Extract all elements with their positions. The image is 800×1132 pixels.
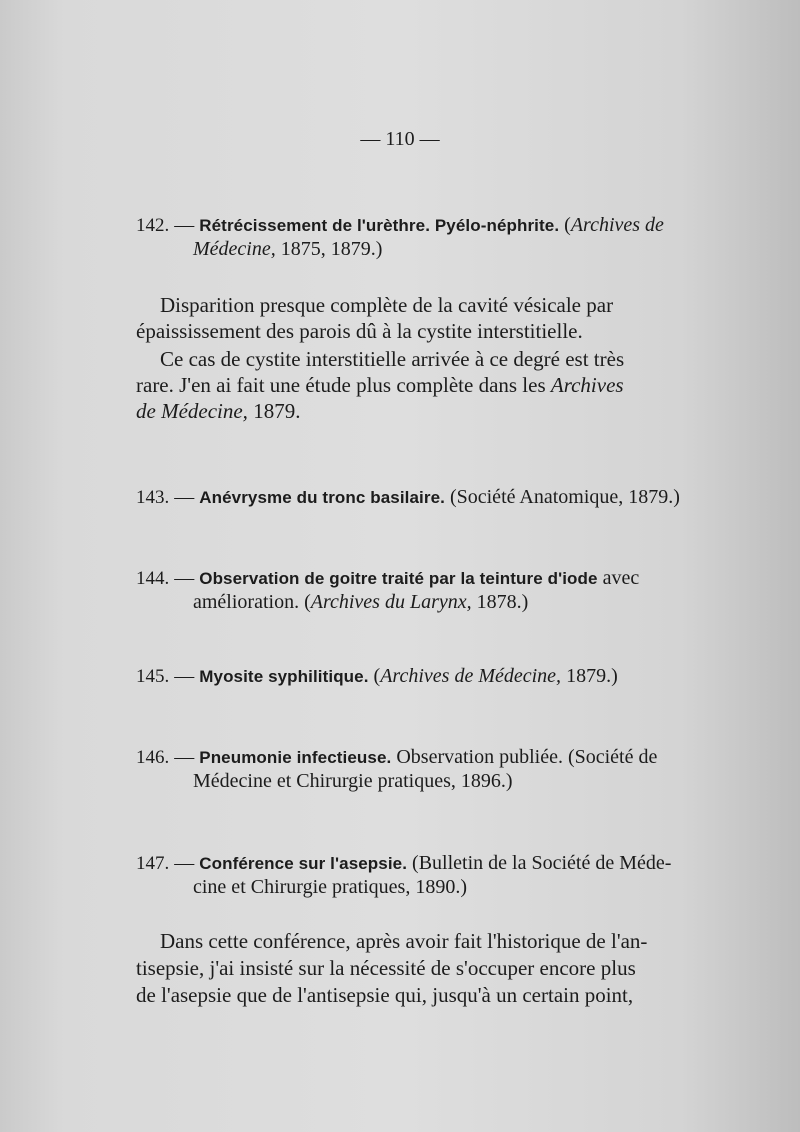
entry-147-line1: 147. — Conférence sur l'asepsie. (Bulletin de la Société de Méde- [136, 852, 672, 874]
entry-number: 147. [136, 853, 170, 874]
entry-title: Pneumonie infectieuse. [199, 748, 392, 767]
entry-142-line1: 142. — Rétrécissement de l'urèthre. Pyélo-néphrite. (Archives de [136, 214, 664, 236]
entry-number: 145. [136, 666, 170, 687]
entry-146-line2: Médecine et Chirurgie pratiques, 1896.) [193, 770, 513, 792]
entry-number: 142. [136, 215, 170, 236]
paragraph-line: Disparition presque complète de la cavité vésicale par [160, 293, 614, 317]
paragraph-line: de l'asepsie que de l'antisepsie qui, jusqu'à un certain point, [136, 983, 634, 1007]
paragraph-line: Ce cas de cystite interstitielle arrivée à ce degré est très [160, 347, 625, 371]
paragraph-line: rare. J'en ai fait une étude plus complète dans les Archives [136, 373, 624, 397]
entry-title: Anévrysme du tronc basilaire. [199, 488, 445, 507]
paragraph-line: de Médecine, 1879. [136, 399, 301, 423]
entry-142-line2: Médecine, 1875, 1879.) [193, 238, 383, 260]
entry-143: 143. — Anévrysme du tronc basilaire. (Société Anatomique, 1879.) [136, 486, 680, 508]
entry-144-line1: 144. — Observation de goitre traité par la teinture d'iode avec [136, 567, 640, 589]
entry-number: 144. [136, 568, 170, 589]
entry-number: 143. [136, 487, 170, 508]
page-number: — 110 — [360, 128, 440, 150]
entry-title: Rétrécissement de l'urèthre. Pyélo-néphrite. [199, 216, 560, 235]
paragraph-line: tisepsie, j'ai insisté sur la nécessité de s'occuper encore plus [136, 956, 636, 980]
entry-147-line2: cine et Chirurgie pratiques, 1890.) [193, 876, 468, 898]
entry-title: Myosite syphilitique. [199, 667, 369, 686]
entry-title: Observation de goitre traité par la teinture d'iode [199, 569, 598, 588]
paragraph-line: Dans cette conférence, après avoir fait l'historique de l'an- [160, 929, 648, 953]
entry-146-line1: 146. — Pneumonie infectieuse. Observation publiée. (Société de [136, 746, 658, 768]
paragraph-line: épaississement des parois dû à la cystite interstitielle. [136, 319, 583, 343]
entry-number: 146. [136, 747, 170, 768]
journal-name: Archives de [570, 214, 664, 236]
journal-name: Archives de Médecine, [380, 665, 562, 687]
entry-title: Conférence sur l'asepsie. [199, 854, 408, 873]
entry-145: 145. — Myosite syphilitique. (Archives de Médecine, 1879.) [136, 665, 618, 687]
entry-144-line2: amélioration. (Archives du Larynx, 1878.) [193, 591, 529, 613]
